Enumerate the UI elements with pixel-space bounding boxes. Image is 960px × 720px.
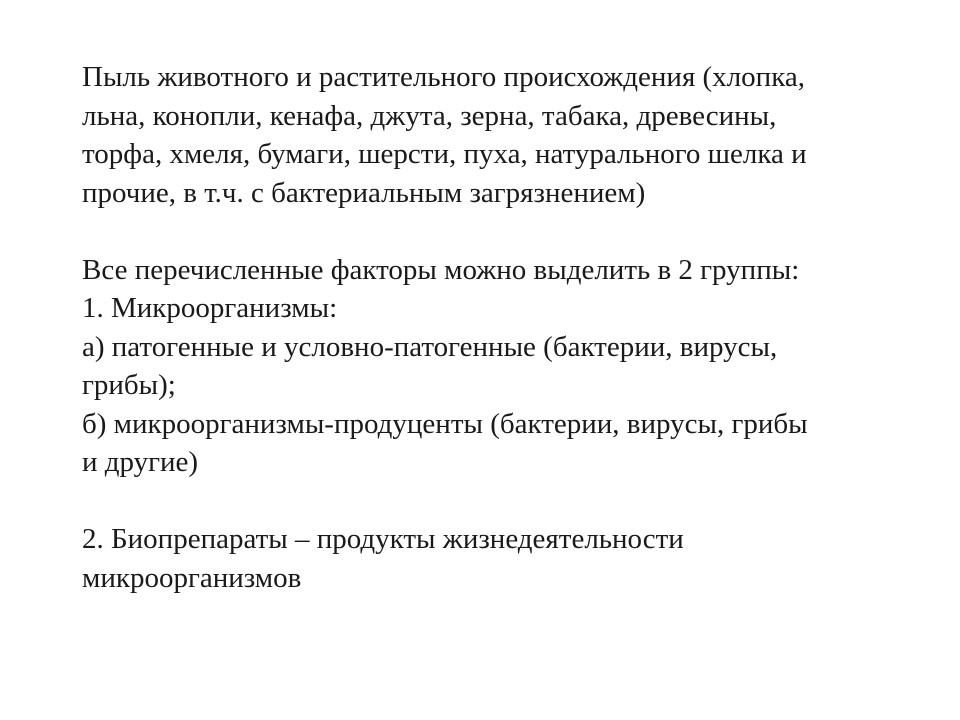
text-line: б) микроорганизмы-продуценты (бактерии, вирусы, грибы <box>82 407 808 440</box>
biopreparations-paragraph <box>82 520 922 597</box>
paragraph-gap <box>82 482 922 521</box>
text-line: 1. Микроорганизмы: <box>82 292 338 324</box>
text-line: льна, конопли, кенафа, джута, зерна, табака, древесины, <box>82 99 777 132</box>
text-line: 2. Биопрепараты – продукты жизнедеятельности <box>82 523 684 555</box>
text-line: микроорганизмов <box>82 561 302 594</box>
text-line: а) патогенные и условно-патогенные (бактерии, вирусы, <box>82 330 778 363</box>
text-line: и другие) <box>82 446 199 478</box>
text-line: Все перечисленные факторы можно выделить в 2 группы: <box>82 253 800 286</box>
text-line: Пыль животного и растительного происхождения (хлопка, <box>82 61 805 93</box>
paragraph-gap <box>82 212 922 251</box>
slide-body-text <box>82 58 922 597</box>
dust-paragraph <box>82 58 922 212</box>
text-line: грибы); <box>82 369 176 401</box>
text-line: прочие, в т.ч. с бактериальным загрязнением) <box>82 176 646 209</box>
groups-paragraph <box>82 251 922 482</box>
text-line: торфа, хмеля, бумаги, шерсти, пуха, натурального шелка и <box>82 138 807 170</box>
